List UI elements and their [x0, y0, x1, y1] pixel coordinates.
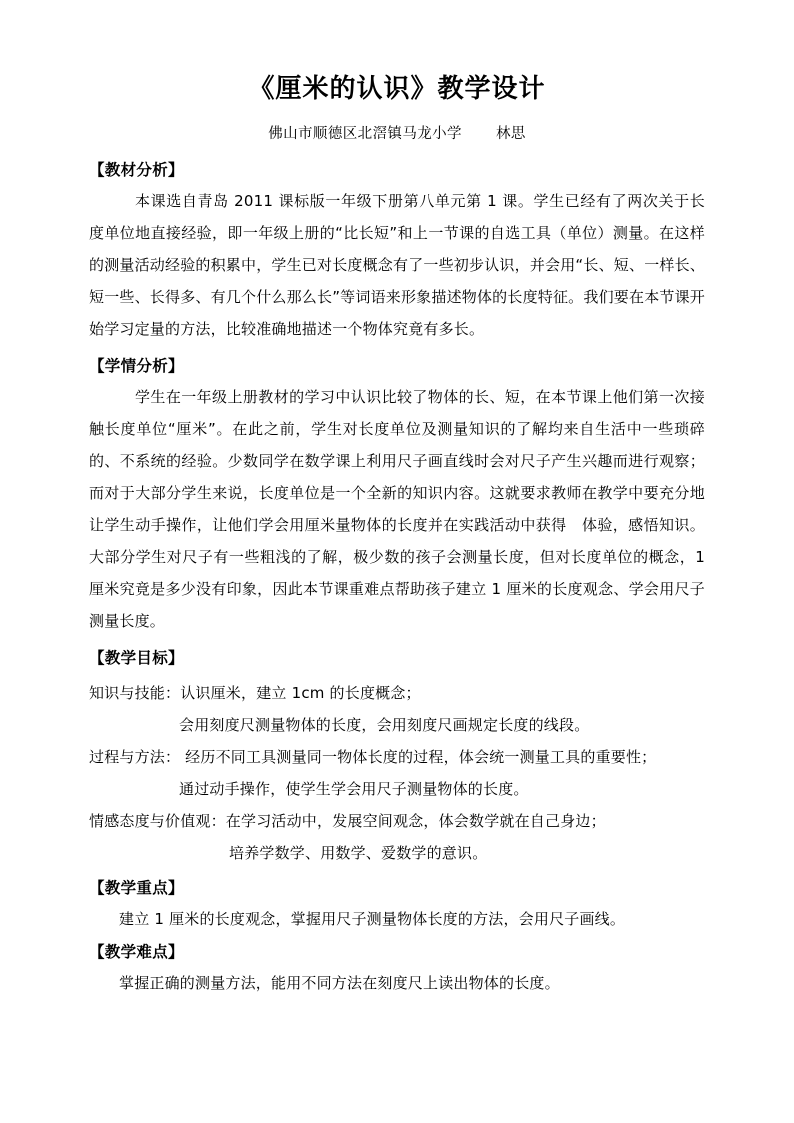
author-name: 林思	[495, 126, 526, 142]
section-heading-student-analysis: 【学情分析】	[89, 356, 184, 375]
objective-knowledge-skills: 知识与技能：认识厘米，建立 1cm 的长度概念；	[89, 684, 421, 702]
author-line	[89, 106, 705, 145]
objective-process-methods: 过程与方法： 经历不同工具测量同一物体长度的过程，体会统一测量工具的重要性；	[89, 748, 657, 766]
section-body-key-points: 建立 1 厘米的长度观念，掌握用尺子测量物体长度的方法，会用尺子画线。	[119, 910, 626, 928]
objective-attitude-values: 情感态度与价值观：在学习活动中，发展空间观念，体会数学就在自己身边；	[89, 812, 606, 830]
section-heading-teaching-objectives: 【教学目标】	[89, 648, 184, 667]
objective-attitude-values-cont: 培养学数学、用数学、爱数学的意识。	[229, 844, 488, 862]
section-body-textbook-analysis: 本课选自青岛 2011 课标版一年级下册第八单元第 1 课。学生已经有了两次关于长度单位地直接经验，即一年级上册的“比长短”和上一节课的自选工具（单位）测量。在这样的测量活动经验的积累中，学生已对长度概念有了一些初步认识，并会用“长、短、一样长、短一些、长得多、有几个什么那么长”等词语来形象描述物体的长度特征。我们要在本节课开始学习定量的方法，比较准确地描述一个物体究竟有多长。	[89, 192, 705, 338]
objective-process-methods-cont: 通过动手操作，使学生学会用尺子测量物体的长度。	[179, 780, 529, 798]
section-body-student-analysis: 学生在一年级上册教材的学习中认识比较了物体的长、短，在本节课上他们第一次接触长度单位“厘米”。在此之前，学生对长度单位及测量知识的了解均来自生活中一些琐碎的、不系统的经验。少数同学在数学课上利用尺子画直线时会对尺子产生兴趣而进行观察；而对于大部分学生来说，长度单位是一个全新的知识内容。这就要求教师在教学中要充分地让学生动手操作，让他们学会用厘米量物体的长度并在实践活动中获得 体验，感悟知识。大部分学生对尺子有一些粗浅的了解，极少数的孩子会测量长度，但对长度单位的概念，1 厘米究竟是多少没有印象，因此本节课重难点帮助孩子建立 1 厘米的长度观念、学会用尺子测量长度。	[89, 388, 705, 630]
objective-knowledge-skills-cont: 会用刻度尺测量物体的长度，会用刻度尺画规定长度的线段。	[179, 716, 590, 734]
section-heading-key-points: 【教学重点】	[89, 878, 184, 897]
section-body-difficult-points: 掌握正确的测量方法，能用不同方法在刻度尺上读出物体的长度。	[119, 974, 560, 992]
section-heading-difficult-points: 【教学难点】	[89, 942, 184, 961]
author-school: 佛山市顺德区北滘镇马龙小学	[268, 126, 462, 142]
section-heading-textbook-analysis: 【教材分析】	[89, 160, 184, 179]
page-title: 《厘米的认识》教学设计	[248, 74, 546, 104]
